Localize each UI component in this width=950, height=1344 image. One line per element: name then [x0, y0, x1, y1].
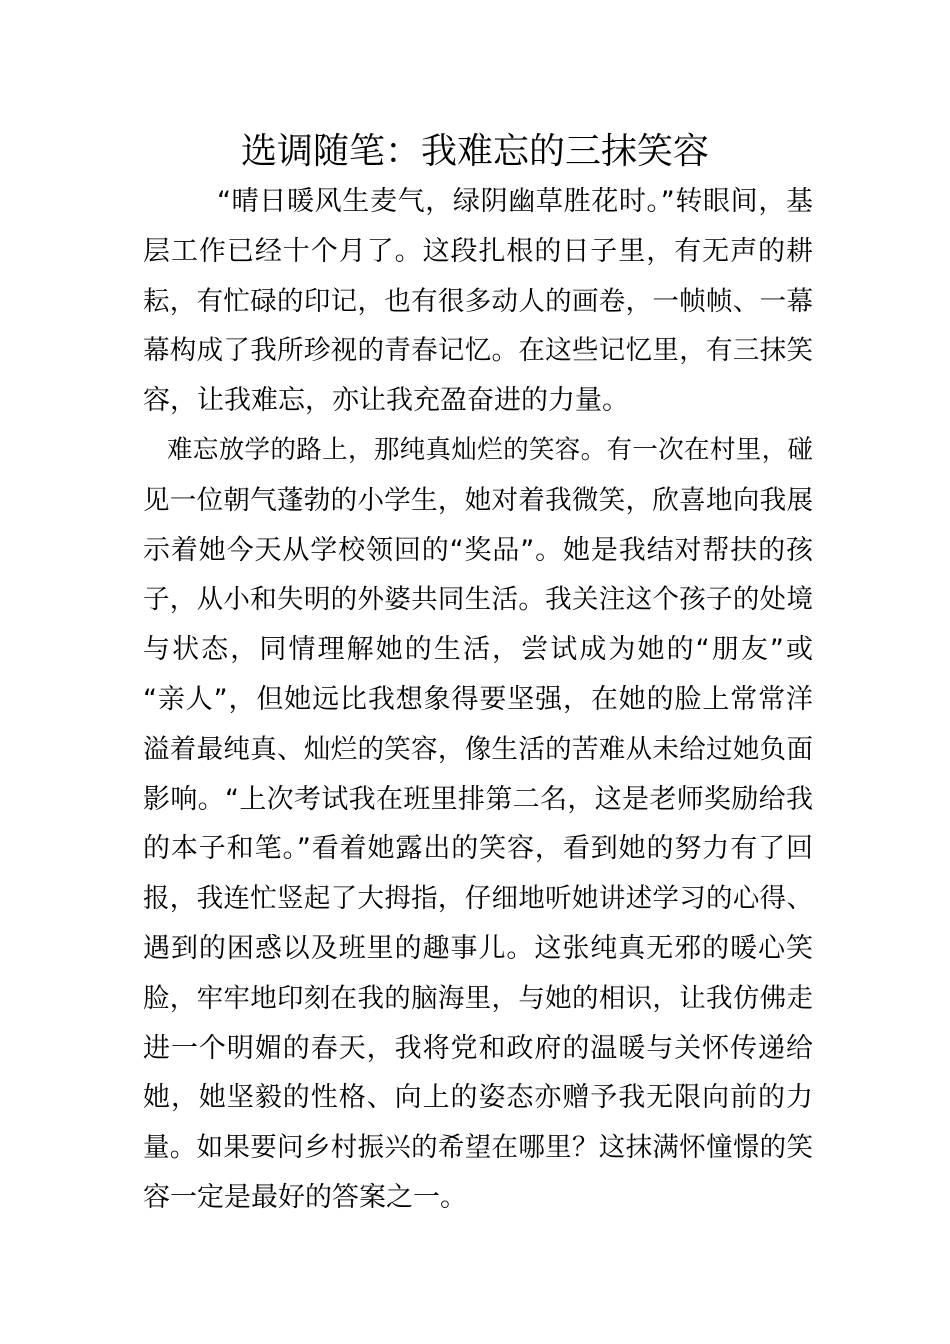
- paragraph-line: “亲人”，但她远比我想象得要坚强，在她的脸上常常洋: [143, 683, 813, 715]
- paragraph-line: 与状态，同情理解她的生活，尝试成为她的“朋友”或: [143, 634, 813, 666]
- paragraph-line: 示着她今天从学校领回的“奖品”。她是我结对帮扶的孩: [143, 534, 813, 566]
- document-body: [143, 177, 813, 1223]
- paragraph-line: 她，她坚毅的性格、向上的姿态亦赠予我无限向前的力: [143, 1082, 813, 1114]
- paragraph-2: [143, 426, 813, 1223]
- paragraph-line: 进一个明媚的春天，我将党和政府的温暖与关怀传递给: [143, 1032, 813, 1064]
- paragraph-line: 容一定是最好的答案之一。: [143, 1181, 467, 1213]
- paragraph-1: [143, 177, 813, 426]
- paragraph-line: 层工作已经十个月了。这段扎根的日子里，有无声的耕: [143, 235, 813, 267]
- paragraph-line: 耘，有忙碌的印记，也有很多动人的画卷，一帧帧、一幕: [143, 285, 813, 317]
- document-title: 选调随笔：我难忘的三抹笑容: [240, 131, 709, 172]
- paragraph-line: 溢着最纯真、灿烂的笑容，像生活的苦难从未给过她负面: [143, 733, 813, 765]
- paragraph-line: 见一位朝气蓬勃的小学生，她对着我微笑，欣喜地向我展: [143, 484, 813, 516]
- paragraph-line: 的本子和笔。”看着她露出的笑容，看到她的努力有了回: [143, 833, 813, 865]
- paragraph-line: 容，让我难忘，亦让我充盈奋进的力量。: [143, 385, 629, 417]
- paragraph-line: 报，我连忙竖起了大拇指，仔细地听她讲述学习的心得、: [143, 883, 813, 915]
- paragraph-line: 难忘放学的路上，那纯真灿烂的笑容。有一次在村里，碰: [167, 434, 813, 465]
- paragraph-line: 脸，牢牢地印刻在我的脑海里，与她的相识，让我仿佛走: [143, 982, 813, 1014]
- paragraph-line: 量。如果要问乡村振兴的希望在哪里？这抹满怀憧憬的笑: [143, 1132, 813, 1164]
- paragraph-line: 影响。“上次考试我在班里排第二名，这是老师奖励给我: [143, 783, 813, 815]
- paragraph-line: “晴日暖风生麦气，绿阴幽草胜花时。”转眼间，基: [217, 186, 813, 217]
- paragraph-line: 幕构成了我所珍视的青春记忆。在这些记忆里，有三抹笑: [143, 335, 813, 367]
- paragraph-line: 子，从小和失明的外婆共同生活。我关注这个孩子的处境: [143, 584, 813, 616]
- paragraph-line: 遇到的困惑以及班里的趣事儿。这张纯真无邪的暖心笑: [143, 932, 813, 964]
